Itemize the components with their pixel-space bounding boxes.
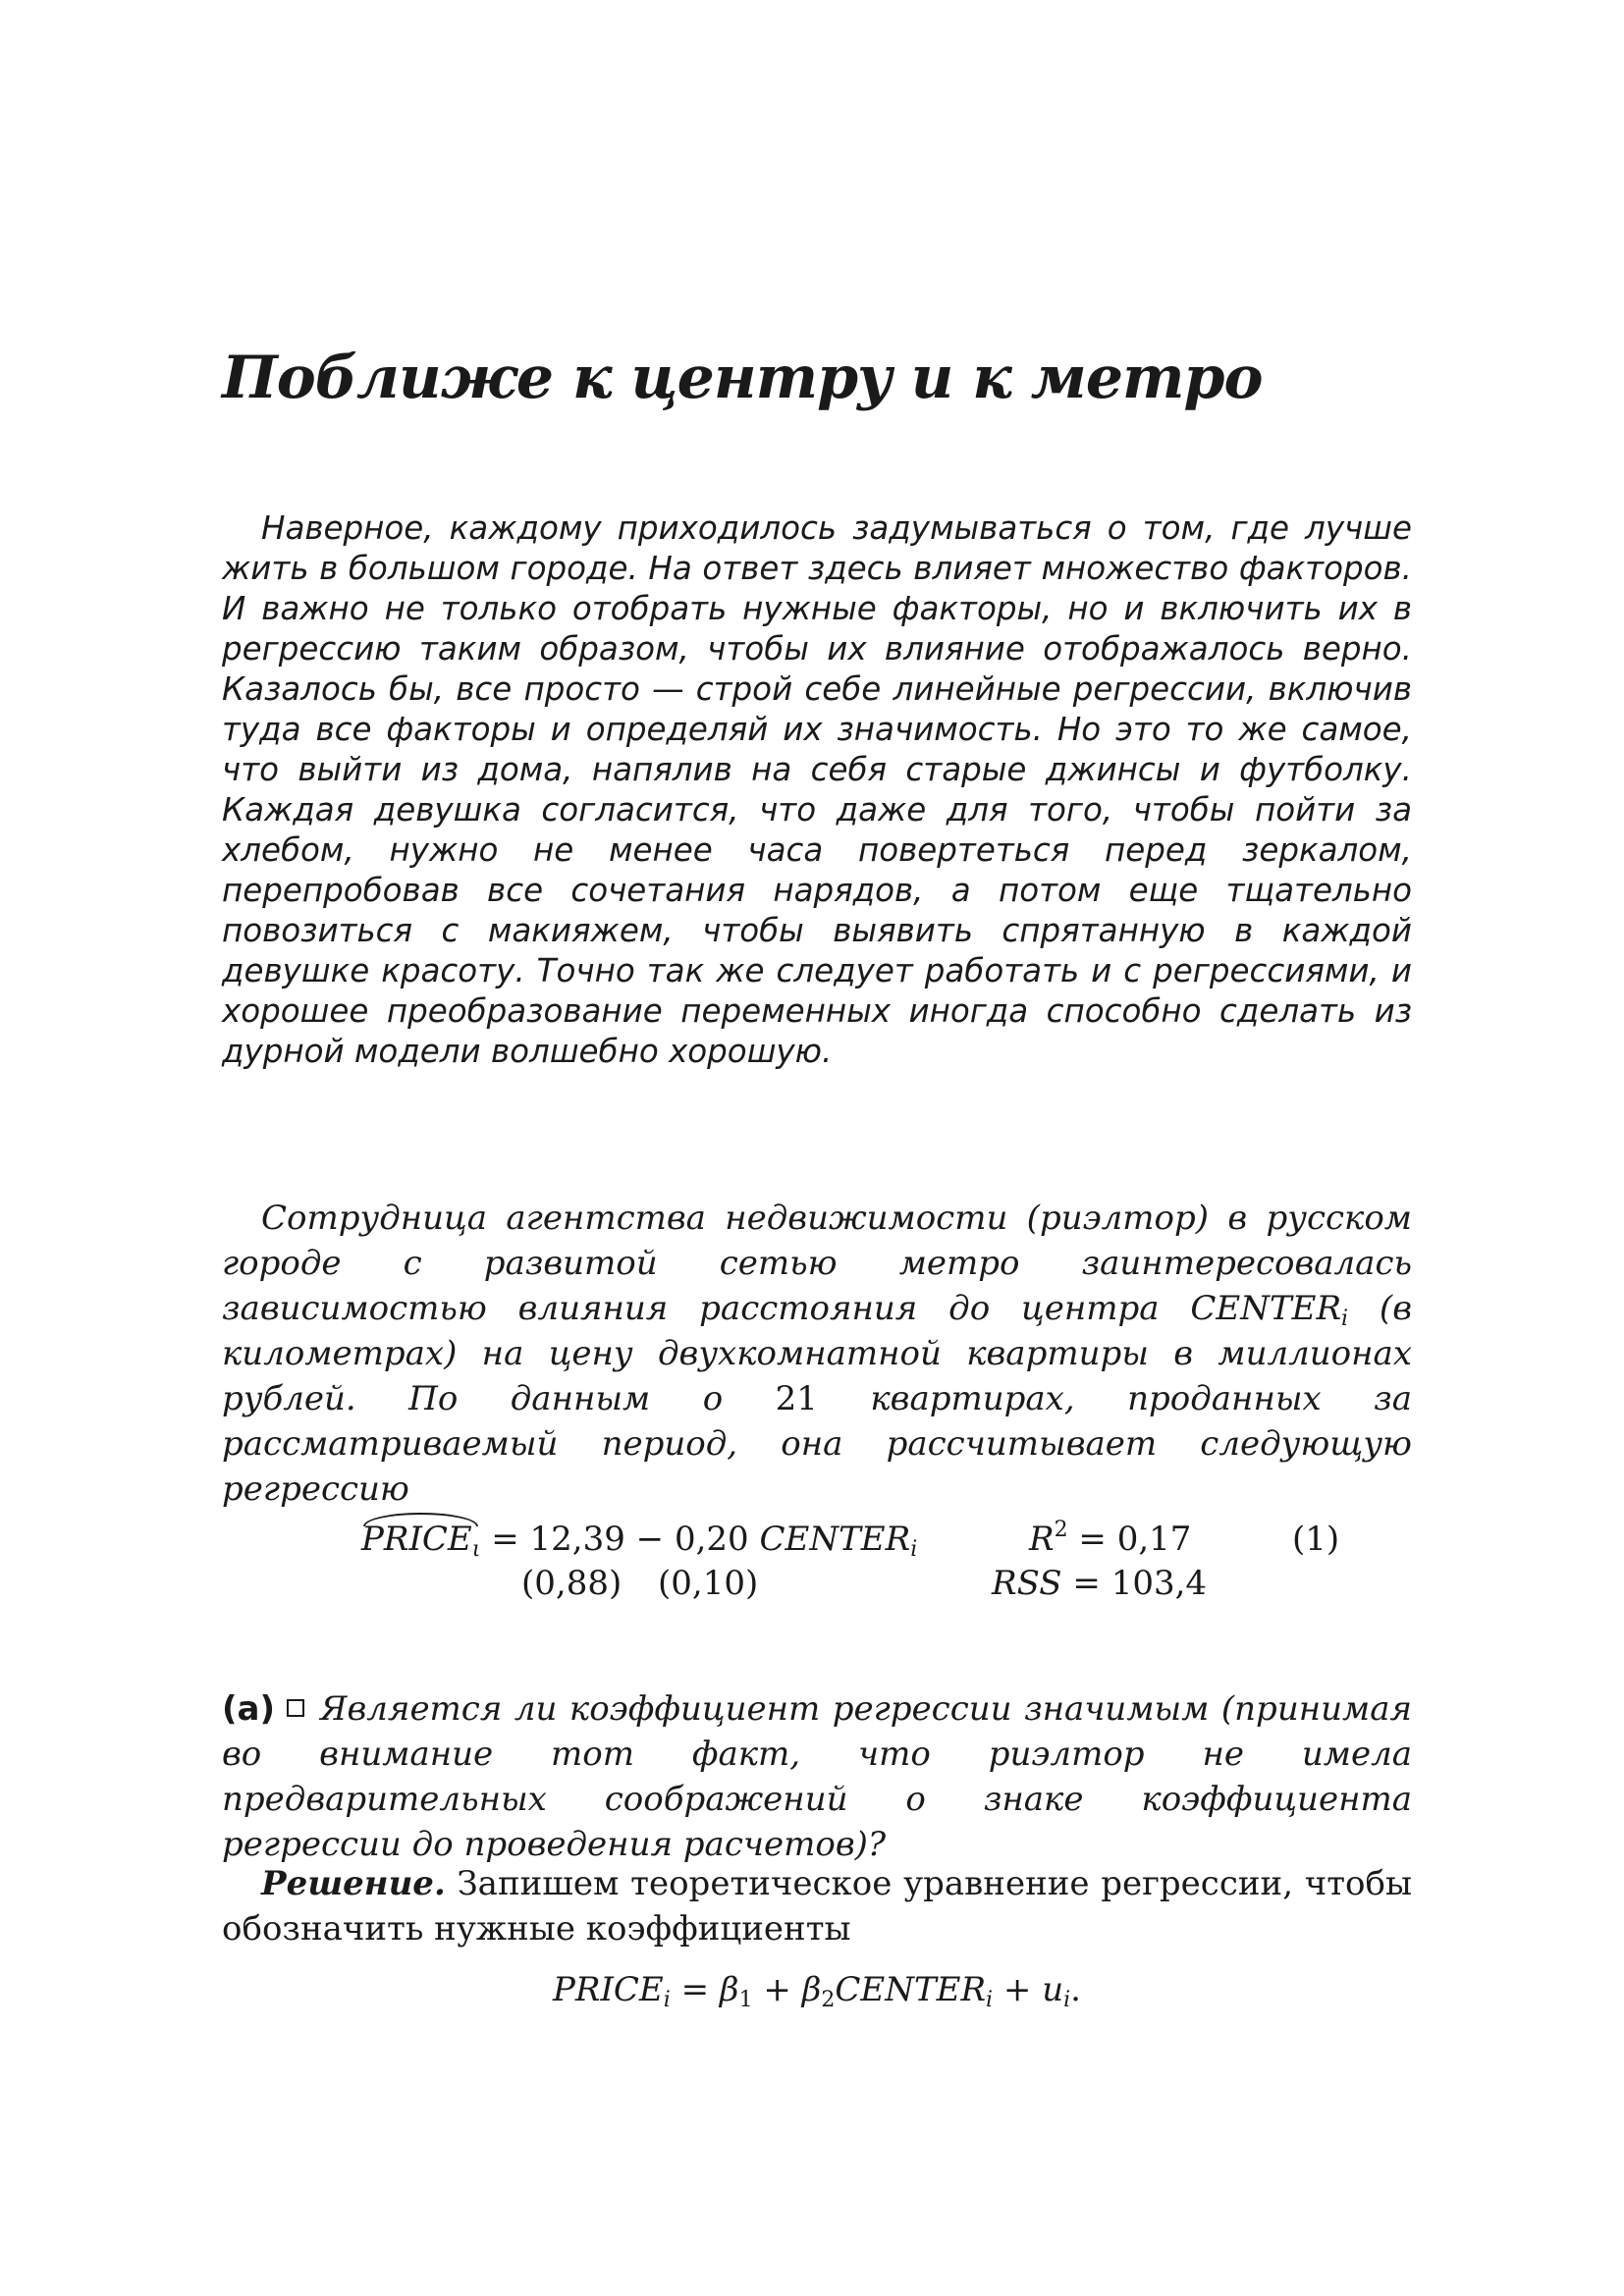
equation-number: (1) <box>1292 1520 1340 1559</box>
se-slope: (0,10) <box>658 1564 759 1603</box>
problem-text-before: Сотрудница агентства недвижимости (риэлтор) в русском городе с развитой сетью метро заинтересовалась зависимостью влияния расстояния до центра <box>222 1199 1412 1328</box>
page <box>222 0 1412 2296</box>
question-label: (а) <box>222 1689 276 1729</box>
chapter-title: Поближе к центру и к метро <box>222 344 1263 412</box>
regression-formula: $PRICE_\iota = 12,39 - 0,20$ $CENTER_i$ <box>361 1517 917 1562</box>
question-a <box>222 1686 1412 1867</box>
intercept-value: 12,39 <box>529 1520 625 1559</box>
question-text: Является ли коэффициент регрессии значимым (принимая во внимание тот факт, что риэлтор не имела предварительных соображений о знаке коэффициента регрессии до проведения расчетов)? <box>222 1689 1412 1864</box>
checkbox-square-icon <box>287 1699 304 1717</box>
problem-statement <box>222 1196 1412 1512</box>
price-hat: $PRICE_\iota$ <box>361 1517 480 1562</box>
rss: RSS = 103,4 <box>992 1564 1208 1603</box>
center-variable: $CENTER_i$ <box>1190 1289 1349 1331</box>
problem-text-after: квартирах, проданных за рассматриваемый период, она рассчитывает следующую регрессию <box>222 1379 1412 1509</box>
solution-text: Запишем теоретическое уравнение регрессии, чтобы обозначить нужные коэффициенты <box>222 1864 1413 1949</box>
standard-errors-row <box>222 1561 1412 1606</box>
slope-value: 0,20 <box>674 1520 749 1559</box>
apartment-count: 21 <box>775 1379 818 1418</box>
theoretical-equation: $PRICE_i = \beta_1$ + $\beta_2CENTER_i + u_i$. <box>553 1970 1081 2012</box>
solution-paragraph <box>222 1861 1412 1951</box>
r-squared: $R^2 = 0,17$ <box>1029 1518 1192 1559</box>
regression-equation <box>222 1517 1412 1562</box>
solution-label: Решение. <box>261 1864 446 1903</box>
intro-paragraph: Наверное, каждому приходилось задумываться о том, где лучше жить в большом городе. На ответ здесь влияет множество факторов. И важно не только отобрать нужные факторы, но и включить их в регрессию таким образом, чтобы их влияние отображалось верно. Казалось бы, все просто — строй себе линейные регрессии, включив туда все факторы и определяй их значимость. Но это то же самое, что выйти из дома, напялив на себя старые джинсы и футболку. Каждая девушка согласится, что даже для того, чтобы пойти за хлебом, нужно не менее часа повертеться перед зеркалом, перепробовав все сочетания нарядов, а потом еще тщательно повозиться с макияжем, чтобы выявить спрятанную в каждой девушке красоту. Точно так же следует работать и с регрессиями, и хорошее преобразование переменных иногда способно сделать из дурной модели волшебно хорошую. <box>222 509 1412 1070</box>
se-intercept: (0,88) <box>521 1564 623 1603</box>
problem-text-middle: (в километрах) на цену двухкомнатной квартиры в миллионах рублей. По данным о <box>222 1289 1412 1418</box>
regressor: $CENTER_i$ <box>759 1520 918 1562</box>
